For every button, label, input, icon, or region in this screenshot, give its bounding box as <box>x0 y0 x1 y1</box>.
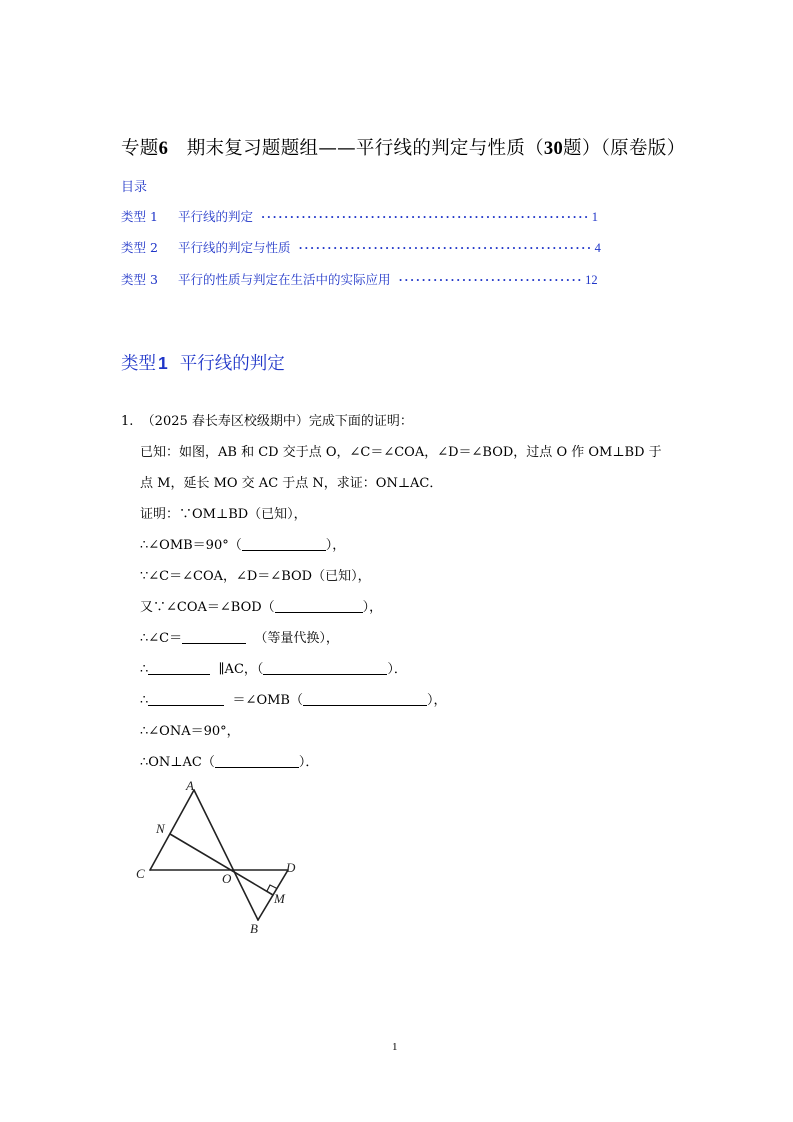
proof-step-3: 又∵∠COA＝∠BOD（ ）， <box>140 600 383 615</box>
toc-item-page: 1 <box>591 210 599 224</box>
question-number: 1. <box>121 414 134 429</box>
answer-blank[interactable] <box>242 536 326 551</box>
toc-item-leader: ································ <box>398 273 584 287</box>
question-given-2: 点 M，延长 MO 交 AC 于点 N，求证：ON⊥AC． <box>140 476 443 491</box>
proof-step-1: ∴∠OMB＝90°（ ）， <box>140 538 346 553</box>
toc-item[interactable] <box>121 270 598 288</box>
page-number: 1 <box>392 1041 398 1053</box>
question-header <box>121 410 413 429</box>
label-A: A <box>186 778 194 793</box>
proof-intro: 证明：∵OM⊥BD（已知）， <box>140 507 307 522</box>
toc-item-leader: ························································· <box>260 210 590 224</box>
toc-item-label: 类型 2 <box>121 240 158 255</box>
title-number: 6 <box>158 139 169 159</box>
title-count: 30 <box>543 139 564 159</box>
label-O: O <box>222 871 232 886</box>
label-N: N <box>156 821 165 836</box>
toc-item-leader: ··················································· <box>298 241 593 255</box>
proof-step-8: ∴ON⊥AC（ ）． <box>140 755 319 770</box>
proof-step-5: ∴ ∥AC，（ ）． <box>140 662 407 677</box>
title-suffix: 题）（原卷版） <box>563 138 686 159</box>
toc-item-text: 平行的性质与判定在生活中的实际应用 <box>177 272 391 287</box>
toc-item-label: 类型 1 <box>121 209 158 224</box>
toc-item-label: 类型 3 <box>121 272 158 287</box>
section-heading <box>121 350 285 375</box>
answer-blank[interactable] <box>303 691 427 706</box>
toc-item-text: 平行线的判定 <box>177 209 253 224</box>
question-given-1: 已知：如图，AB 和 CD 交于点 O，∠C＝∠COA，∠D＝∠BOD，过点 O 作 OM⊥BD 于 <box>140 445 662 460</box>
answer-blank[interactable] <box>215 753 299 768</box>
answer-blank[interactable] <box>263 660 387 675</box>
title-main: 期末复习题题组——平行线的判定与性质（ <box>186 138 544 159</box>
section-title: 平行线的判定 <box>179 354 285 374</box>
proof-step-4: ∴∠C＝ （等量代换）， <box>140 631 339 646</box>
label-C: C <box>136 866 145 881</box>
answer-blank[interactable] <box>148 660 210 675</box>
toc-item-text: 平行线的判定与性质 <box>177 240 291 255</box>
toc-item[interactable] <box>121 207 598 225</box>
toc-heading: 目录 <box>121 180 148 195</box>
proof-step-7: ∴∠ONA＝90°， <box>140 724 240 739</box>
proof-step-6: ∴ ＝∠OMB（ ）， <box>140 693 447 708</box>
geometry-figure <box>128 778 308 938</box>
answer-blank[interactable] <box>182 629 246 644</box>
label-B: B <box>250 921 258 936</box>
page-title <box>121 134 685 160</box>
section-prefix: 类型 <box>121 354 156 374</box>
label-M: M <box>274 891 285 906</box>
answer-blank[interactable] <box>148 691 224 706</box>
segment-AB <box>194 790 258 920</box>
question-source: （2025 春长寿区校级期中）完成下面的证明： <box>141 414 413 429</box>
section-number: 1 <box>158 353 168 373</box>
toc-item-page: 12 <box>585 273 598 287</box>
proof-step-2: ∵∠C＝∠COA，∠D＝∠BOD（已知）， <box>140 569 371 584</box>
toc-item[interactable] <box>121 238 601 256</box>
title-prefix: 专题 <box>121 138 159 159</box>
answer-blank[interactable] <box>275 598 363 613</box>
toc-item-page: 4 <box>594 241 601 255</box>
label-D: D <box>286 860 296 875</box>
